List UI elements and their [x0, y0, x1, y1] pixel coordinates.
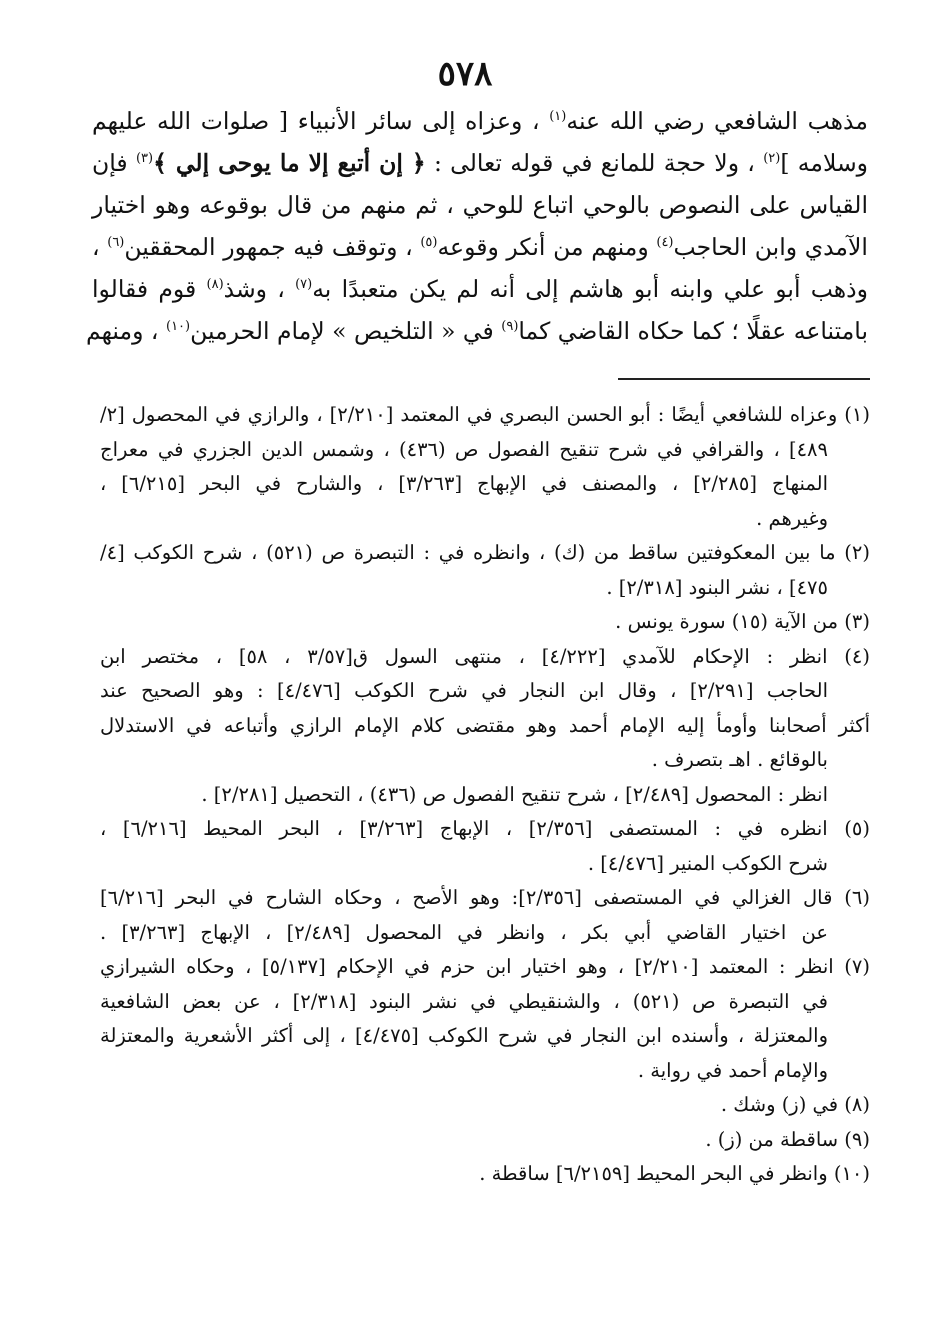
- main-text-line: وسلامه ]$^{(٢)}$ ، ولا حجة للمانع في قوله تعالى : ﴿ إن أتبع إلا ما يوحى إلي ﴾$^{(٣)}$ فإن: [92, 149, 869, 177]
- footnote-line: (٣) من الآية (١٥) سورة يونس .: [615, 610, 870, 633]
- footnote-line: (٤) انظر : الإحكام للآمدي [٤/٢٢٢] ، منتهى السول ق[٣/٥٧ ، ٥٨] ، مختصر ابن: [100, 644, 870, 668]
- main-text-line: بامتناعه عقلًا ؛ كما حكاه القاضي كما$^{(٩)}$ في « التلخيص » لإمام الحرمين$^{(١٠)}$ ، ومنهم: [85, 317, 868, 345]
- footnote-line: (٦) قال الغزالي في المستصفى [٢/٣٥٦]: وهو الأصح ، وحكاه الشارح في البحر [٦/٢١٦]: [100, 886, 871, 909]
- footnote-line: المنهاج [٢/٢٨٥] ، والمصنف في الإبهاج [٣/٢٦٣] ، والشارح في البحر [٦/٢١٥] ،: [100, 472, 828, 495]
- footnote-separator: [618, 378, 870, 380]
- main-text-line: القياس على النصوص بالوحي اتباع للوحي ، ثم منهم من قال بوقوعه وهو اختيار: [92, 191, 868, 219]
- footnote-ref: (٥): [420, 235, 438, 251]
- footnote-line: والإمام أحمد في رواية .: [637, 1058, 828, 1082]
- footnote-line: (٢) ما بين المعكوفتين ساقط من (ك) ، وانظره في : التبصرة ص (٥٢١) ، شرح الكوكب [٤/: [100, 541, 870, 564]
- main-text-line: وذهب أبو علي وابنه أبو هاشم إلى أنه لم يكن متعبدًا به$^{(٧)}$ ، وشذ$^{(٨)}$ قوم فقالوا: [92, 275, 868, 303]
- page-number: ٥٧٨: [437, 54, 493, 94]
- footnote-line: (٥) انظره في : المستصفى [٢/٣٥٦] ، الإبهاج [٣/٢٦٣] ، البحر المحيط [٦/٢١٦] ،: [100, 817, 870, 840]
- quran-verse: ﴿ إن أتبع إلا ما يوحى إلي ﴾: [153, 149, 426, 177]
- footnote-line: (٧) انظر : المعتمد [٢/٢١٠] ، وهو اختيار ابن حزم في الإحكام [٥/١٣٧] ، وحكاه الشيرازي: [100, 955, 870, 978]
- footnote-line: الحاجب [٢/٢٩١] ، وقال ابن النجار في شرح الكوكب [٤/٤٧٦] : وهو الصحيح عند: [100, 679, 828, 702]
- footnote-ref: (٦): [107, 235, 125, 251]
- footnote-ref: (٨): [206, 277, 224, 293]
- main-text-line: الآمدي وابن الحاجب$^{(٤)}$ ومنهم من أنكر وقوعه$^{(٥)}$ ، وتوقف فيه جمهور المحققين$^{(٦)}$ ،: [92, 233, 868, 261]
- footnote-line: في التبصرة ص (٥٢١) ، والشنقيطي في نشر البنود [٢/٣١٨] ، عن بعض الشافعية: [100, 989, 829, 1013]
- main-text-line: مذهب الشافعي رضي الله عنه$^{(١)}$ ، وعزاه إلى سائر الأنبياء [ صلوات الله عليهم: [92, 107, 868, 135]
- footnote-ref: (١٠): [166, 319, 191, 335]
- footnote-line: (٩) ساقطة من (ز) .: [705, 1127, 870, 1151]
- footnote-line: انظر : المحصول [٢/٤٨٩] ، شرح تنقيح الفصول ص (٤٣٦) ، التحصيل [٢/٢٨١] .: [201, 782, 828, 806]
- footnote-ref: (٧): [295, 277, 313, 293]
- footnote-line: وغيرهم .: [756, 506, 828, 530]
- footnote-ref: (٩): [501, 319, 519, 335]
- footnote-ref: (٣): [135, 151, 154, 167]
- footnote-ref: (٤): [656, 235, 674, 251]
- footnote-line: (١) وعزاه للشافعي أيضًا : أبو الحسن البصري في المعتمد [٢/٢١٠] ، والرازي في المحصول [٢/: [100, 403, 870, 426]
- footnote-line: (١٠) وانظر في البحر المحيط [٦/٢١٥٩] ساقطة .: [479, 1162, 870, 1185]
- footnote-line: شرح الكوكب المنير [٤/٤٧٦] .: [587, 851, 828, 875]
- footnotes: [100, 398, 870, 1192]
- footnote-line: ٤٧٥] ، نشر البنود [٢/٣١٨] .: [606, 575, 828, 599]
- footnote-line: عن اختيار القاضي أبي بكر ، وانظر في المحصول [٢/٤٨٩] ، الإبهاج [٣/٢٦٣] .: [100, 920, 828, 944]
- footnote-line: بالوقائع . اهـ بتصرف .: [651, 748, 828, 771]
- footnote-line: أكثر أصحابنا وأومأ إليه الإمام أحمد وهو مقتضى كلام الإمام الرازي وأتباعه في الاستدلال: [100, 713, 870, 737]
- footnote-line: (٨) في (ز) وشك .: [720, 1093, 870, 1116]
- footnote-line: والمعتزلة ، وأسنده ابن النجار في شرح الكوكب [٤/٤٧٥] ، إلى أكثر الأشعرية والمعتزلة: [100, 1024, 828, 1047]
- footnote-line: ٤٨٩] ، والقرافي في شرح تنقيح الفصول ص (٤٣٦) ، وشمس الدين الجزري في معراج: [100, 437, 828, 461]
- main-text: [85, 100, 869, 352]
- footnote-ref: (٢): [763, 151, 781, 167]
- footnote-ref: (١): [549, 109, 567, 125]
